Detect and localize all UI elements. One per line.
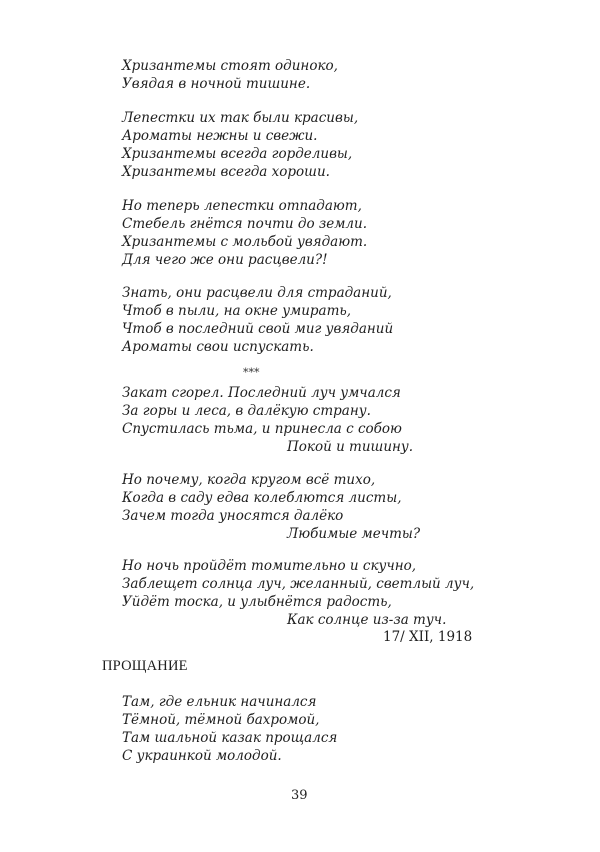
poem-line: Зачем тогда уносятся далёко: [122, 508, 344, 524]
poem-line-indented: Покой и тишину.: [287, 439, 414, 455]
poem-line: Заблещет солнца луч, желанный, светлый луч,: [122, 576, 475, 592]
poem-line: Там, где ельник начинался: [122, 694, 317, 710]
poem-line: Чтоб в последний свой миг увяданий: [122, 321, 394, 337]
poem-title: ПРОЩАНИЕ: [102, 658, 188, 674]
poem-line: Хризантемы стоят одиноко,: [122, 58, 338, 74]
poem-line: Ароматы нежны и свежи.: [122, 128, 318, 144]
section-separator: ***: [243, 366, 260, 379]
poem-line: Хризантемы с мольбой увядают.: [122, 234, 368, 250]
poem-date: 17/ XII, 1918: [383, 629, 473, 645]
poem-line: За горы и леса, в далёкую страну.: [122, 403, 371, 419]
poem-line-indented: Любимые мечты?: [287, 526, 421, 542]
poem-line: Хризантемы всегда горделивы,: [122, 146, 353, 162]
poem-line: Лепестки их так были красивы,: [122, 110, 359, 126]
poem-line: Но почему, когда кругом всё тихо,: [122, 472, 376, 488]
poem-line: Когда в саду едва колеблются листы,: [122, 490, 402, 506]
poem-line: Но теперь лепестки отпадают,: [122, 198, 362, 214]
poem-line-indented: Как солнце из-за туч.: [287, 612, 447, 628]
poem-line: Стебель гнётся почти до земли.: [122, 216, 367, 232]
poem-line: Для чего же они расцвели?!: [122, 252, 328, 268]
poem-line: Увядая в ночной тишине.: [122, 76, 311, 92]
poem-line: Там шальной казак прощался: [122, 730, 338, 746]
poem-line: С украинкой молодой.: [122, 748, 282, 764]
poem-line: Ароматы свои испускать.: [122, 339, 314, 355]
poem-line: Знать, они расцвели для страданий,: [122, 285, 392, 301]
poem-line: Хризантемы всегда хороши.: [122, 164, 330, 180]
poem-line: Спустилась тьма, и принесла с собою: [122, 421, 402, 437]
poem-line: Но ночь пройдёт томительно и скучно,: [122, 558, 417, 574]
page-number: 39: [291, 788, 308, 803]
poem-line: Закат сгорел. Последний луч умчался: [122, 385, 401, 401]
poem-line: Тёмной, тёмной бахромой,: [122, 712, 320, 728]
poem-line: Чтоб в пыли, на окне умирать,: [122, 303, 352, 319]
poem-line: Уйдёт тоска, и улыбнётся радость,: [122, 594, 392, 610]
